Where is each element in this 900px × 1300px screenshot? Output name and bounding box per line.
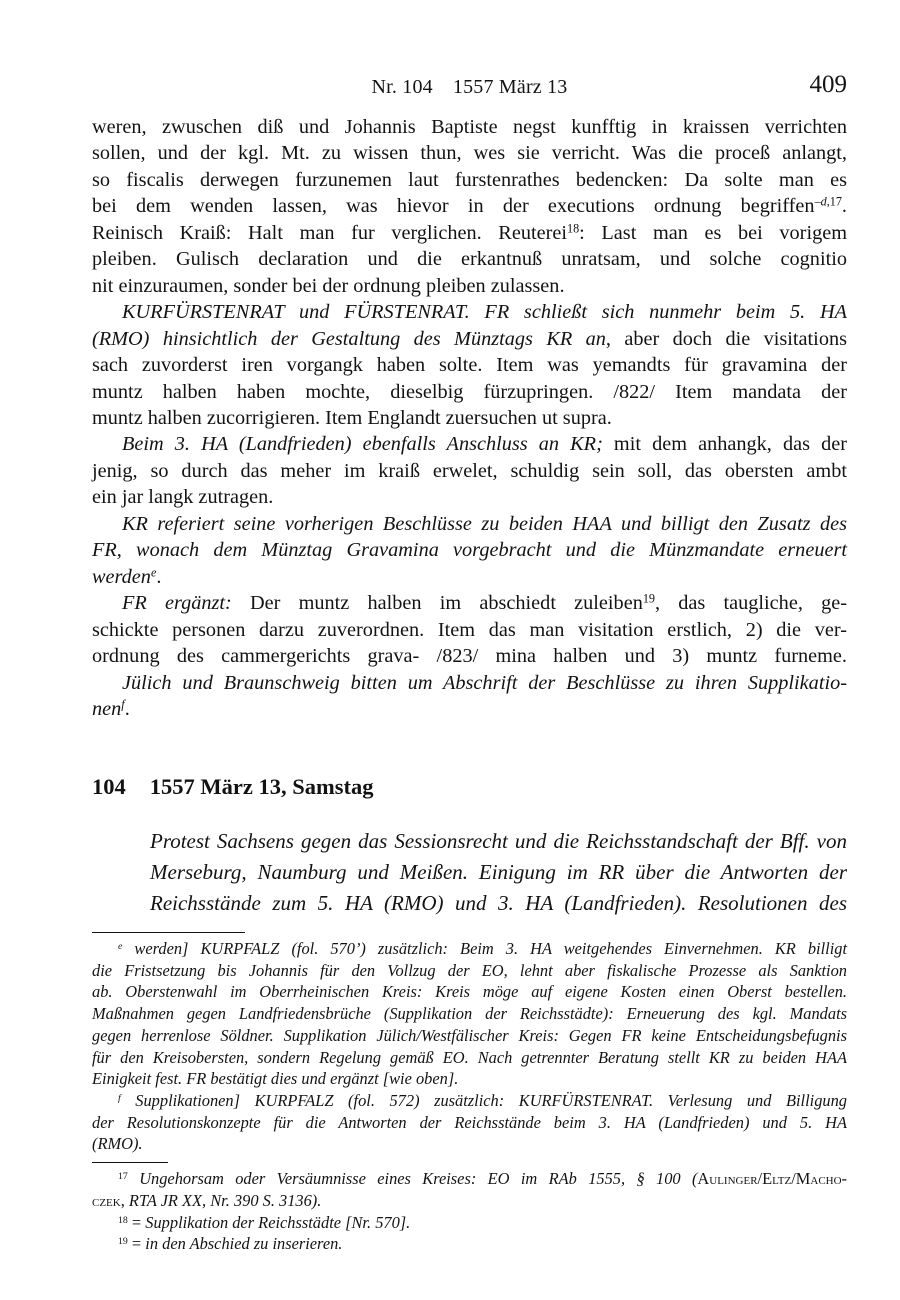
footnote-separator-rule (92, 1162, 168, 1163)
text-run: Reinisch Kraiß: Halt man fur verglichen. Reuterei (92, 221, 567, 244)
text-line (92, 643, 847, 669)
text-line (92, 167, 847, 193)
footnote-marker: 19 (118, 1236, 128, 1248)
text-run: Ungehorsam oder Versäumnisse eines Kreises: EO im RAb 1555, § 100 ( (127, 1169, 698, 1188)
footnote-marker: ,17 (826, 195, 842, 210)
text-line (92, 938, 847, 960)
text-run: für den Kreisobersten, sondern Regelung gemäß EO. Nach getrennter Beratung stellt KR zu beiden HAA (92, 1047, 847, 1067)
text-run: Reichsstände zum 5. HA (RMO) und 3. HA (Landfrieden). Resolutionen des (150, 891, 847, 915)
text-line (92, 326, 847, 352)
text-run: die Fristsetzung bis Johannis für den Vollzug der EO, lehnt aber fiskalische Prozesse als Sanktion (92, 960, 847, 980)
text-run: ein jar langk zutragen. (92, 486, 274, 509)
text-run: FR, wonach dem Münztag Gravamina vorgebracht und die Münzmandate erneuert (92, 539, 847, 562)
text-line (92, 299, 847, 325)
text-run: Maßnahmen gegen Landfriedensbrüche (Supplikation der Reichsstädte): Erneuerung des kgl. Mandats (92, 1004, 847, 1024)
text-line (92, 537, 847, 563)
text-run: schickte personen darzu zuverordnen. Item das man visitation erstlich, 2) die ver- (92, 618, 847, 641)
text-line (92, 405, 847, 431)
text-run: so fiscalis derwegen furzunemen laut furstenrathes bedencken: Da solte man es (92, 168, 847, 191)
text-run: czek, (92, 1190, 125, 1210)
text-run: . (841, 195, 847, 218)
text-line (92, 1212, 847, 1234)
footnote-marker: – (814, 195, 821, 210)
text-line (150, 826, 847, 857)
text-run: RTA JR XX, Nr. 390 S. 3136). (124, 1190, 322, 1210)
text-line (92, 352, 847, 378)
text-run: KURFÜRSTENRAT und FÜRSTENRAT. FR schließt sich nunmehr beim 5. HA (122, 301, 847, 324)
page-number: 409 (809, 71, 847, 98)
text-line (92, 1068, 847, 1090)
text-run: . (124, 697, 130, 720)
footnote-marker: f (121, 697, 125, 712)
text-run: nen (92, 697, 122, 720)
text-run: Beim 3. HA (Landfrieden) ebenfalls Anschluss an KR; (122, 433, 603, 456)
text-line (92, 511, 847, 537)
text-run: (RMO). (92, 1134, 143, 1154)
text-run: jenig, so durch das meher im kraiß erwelet, schuldig sein soll, das obersten ambt (92, 459, 847, 482)
text-line (92, 458, 847, 484)
text-line (92, 1003, 847, 1025)
text-run: in den Abschied zu inserieren. (145, 1234, 343, 1254)
text-line (92, 1025, 847, 1047)
text-line (92, 1233, 847, 1255)
footnote-marker: f (118, 1092, 121, 1104)
text-run: ordnung des cammergerichts grava- /823/ mina halben und 3) muntz furneme. (92, 645, 847, 668)
footnote-marker: 18 (567, 221, 580, 236)
text-run: der Resolutionskonzepte für die Antworten der Reichsstände beim 3. HA (Landfrieden) und 5. HA (92, 1112, 847, 1132)
text-run: : Last man es bei vorigem (579, 221, 847, 244)
text-run: werden] KURPFALZ (fol. 570’) zusätzlich: Beim 3. HA weitgehendes Einvernehmen. KR billigt (122, 939, 847, 958)
text-run: , aber doch die visitations (605, 327, 847, 350)
text-run: weren, zwuschen diß und Johannis Baptiste negst kunfftig in kraissen verrichten (92, 116, 847, 138)
text-run: = (127, 1212, 146, 1232)
text-run: werden (92, 565, 151, 588)
text-run: bei dem wenden lassen, was hievor in der executions ordnung begriffen (92, 195, 815, 218)
text-line (92, 246, 847, 272)
text-line (92, 220, 847, 246)
text-line (92, 590, 847, 616)
text-line (150, 857, 847, 888)
text-run: = (127, 1234, 146, 1254)
text-line (92, 1047, 847, 1069)
text-line (92, 696, 847, 722)
text-run: mit dem anhangk, das der (602, 433, 847, 456)
text-line (92, 273, 847, 299)
footnote-marker: 18 (118, 1214, 128, 1226)
critical-apparatus (92, 938, 847, 1155)
text-line (92, 379, 847, 405)
text-run: muntz halben haben mochte, dieselbig fürzupringen. /822/ Item mandata der (92, 380, 847, 403)
body-text (92, 114, 847, 722)
text-run: Einigkeit fest. FR bestätigt dies und ergänzt [wie oben]. (92, 1069, 459, 1089)
text-run: Aulinger/Eltz/Macho- (697, 1169, 847, 1188)
text-run: Merseburg, Naumburg und Meißen. Einigung im RR über die Antworten der (150, 860, 847, 884)
numbered-footnotes (92, 1168, 847, 1255)
text-line (92, 193, 847, 219)
entry-heading (92, 774, 847, 800)
text-run: sollen, und der kgl. Mt. zu wissen thun, wes sie verricht. Was die proceß anlangt, (92, 142, 847, 165)
text-run: FR ergänzt: (122, 592, 232, 615)
text-line (92, 960, 847, 982)
text-run: pleiben. Gulisch declaration und die erkantnuß unratsam, und solche cognitio (92, 248, 847, 271)
text-line (92, 1168, 847, 1190)
entry-number: 104 (92, 774, 126, 799)
text-run: Jülich und Braunschweig bitten um Abschrift der Beschlüsse zu ihren Supplikatio- (122, 671, 847, 694)
footnote-marker: d (820, 195, 827, 210)
text-line (92, 1112, 847, 1134)
text-line (92, 431, 847, 457)
footnote-marker: 19 (642, 591, 655, 606)
text-line (92, 670, 847, 696)
text-line (92, 981, 847, 1003)
text-run: sach zuvorderst iren vorgangk haben solte. Item was yemandts für gravamina der (92, 354, 847, 377)
apparatus-separator-rule (92, 932, 245, 933)
text-line (92, 1133, 847, 1155)
text-line (92, 617, 847, 643)
text-line (92, 114, 847, 140)
text-run: (RMO) hinsichtlich der Gestaltung des Münztags KR an (92, 327, 606, 350)
text-line (92, 1190, 847, 1212)
text-line (92, 140, 847, 166)
text-run: KR referiert seine vorherigen Beschlüsse zu beiden HAA und billigt den Zusatz des (122, 512, 847, 535)
entry-title: 1557 März 13, Samstag (149, 774, 374, 799)
text-run: muntz halben zucorrigieren. Item Englandt zuersuchen ut supra. (92, 406, 612, 429)
entry-summary (150, 826, 847, 919)
text-run: nit einzuraumen, sonder bei der ordnung pleiben zulassen. (92, 274, 565, 297)
footnote-marker: e (150, 565, 157, 580)
text-line (150, 888, 847, 919)
text-line (92, 564, 847, 590)
text-run: Supplikation der Reichsstädte [Nr. 570]. (145, 1212, 411, 1232)
running-header (92, 76, 847, 99)
text-run: , das taugliche, ge- (655, 592, 847, 615)
text-run: Protest Sachsens gegen das Sessionsrecht und die Reichsstandschaft der Bff. von (150, 829, 847, 853)
text-line (92, 1090, 847, 1112)
text-line (92, 484, 847, 510)
text-run: . (156, 565, 162, 588)
footnote-marker: 17 (118, 1170, 128, 1182)
running-header-date: 1557 März 13 (452, 76, 568, 98)
footnote-marker: e (118, 940, 123, 952)
text-run: Supplikationen] KURPFALZ (fol. 572) zusätzlich: KURFÜRSTENRAT. Verlesung und Billigung (120, 1090, 847, 1110)
text-run: Der muntz halben im abschiedt zuleiben (231, 592, 643, 615)
running-header-doc-ref: Nr. 104 (371, 76, 433, 98)
text-run: gegen herrenlose Söldner. Supplikation Jülich/Westfälischer Kreis: Gegen FR keine Entscheidungsbefugnis (92, 1025, 847, 1045)
text-run: ab. Oberstenwahl im Oberrheinischen Kreis: Kreis möge auf eigene Kosten einen Oberst bestellen. (92, 982, 847, 1002)
